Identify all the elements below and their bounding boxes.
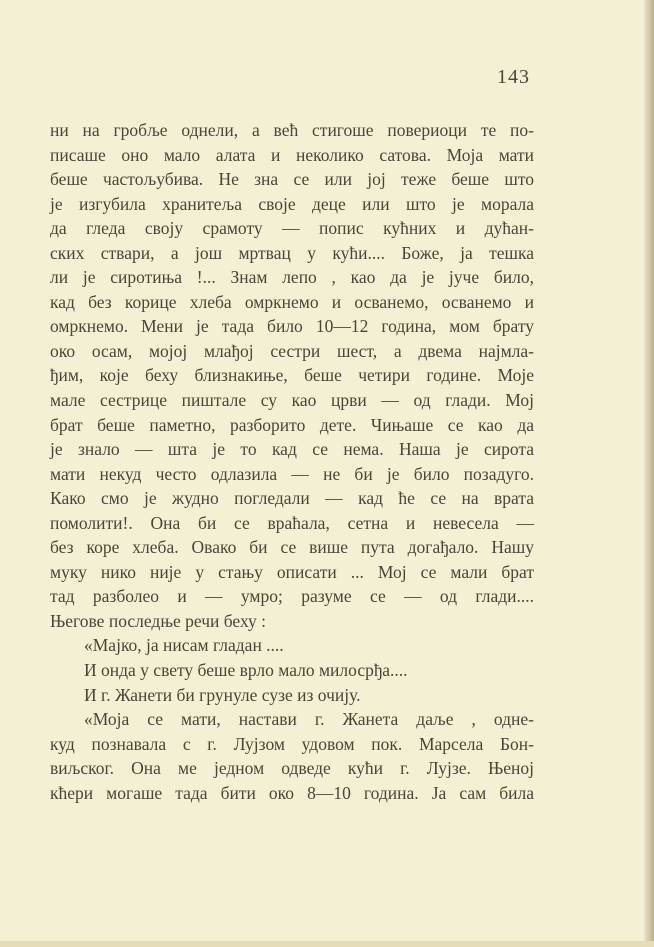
text-line: виљског. Она ме једном одведе кући г. Лујзе. Њеној [50, 758, 534, 779]
text-line: тад разболео и — умро; разуме се — од глади.... [50, 586, 534, 607]
text-line: ских ствари, а још мртвац у кући.... Боже, ја тешка [50, 242, 534, 263]
text-line: куд познавала с г. Лујзом удовом пок. Марсела Бон- [50, 733, 534, 754]
text-line: И г. Жанети би грунуле сузе из очију. [84, 684, 361, 705]
text-line: мати некуд често одлазила — не би је било позадуго. [50, 463, 534, 484]
text-line: без коре хлеба. Овако би се више пута догађало. Нашу [50, 537, 534, 558]
text-line: «Мајко, ја нисам гладан .... [84, 635, 284, 656]
text-line: око осам, мојој млађој сестри шест, а двема најмла- [50, 340, 534, 361]
text-line: је знало — шта је то кад се нема. Наша је сирота [50, 439, 534, 460]
text-line: писаше оно мало алата и неколико сатова. Моја мати [50, 144, 534, 165]
page-bottom-edge [0, 941, 654, 947]
text-line: да гледа своју срамоту — попис кућних и дућан- [50, 218, 534, 239]
text-line: ни на гробље однели, а већ стигоше повериоци те по- [50, 120, 534, 140]
text-line: је изгубила хранитеља своје деце или што је морала [50, 193, 534, 214]
page-edge [644, 0, 654, 947]
text-line: «Моја се мати, настави г. Жанета даље , одне- [84, 709, 534, 730]
text-line: брат беше паметно, разборито дете. Чињаше се као да [50, 414, 534, 435]
text-line: помолити!. Она би се враћала, сетна и невесела — [50, 512, 534, 533]
text-line: мале сестрице пиштале су као црви — од глади. Мој [50, 390, 534, 411]
text-line: муку нико није у стању описати ... Мој се мали брат [50, 561, 534, 582]
text-line: кћери могаше тада бити око 8—10 година. Ја сам била [50, 782, 534, 803]
body-text [50, 118, 534, 805]
text-line: беше частољубива. Не зна се или јој теже беше што [50, 169, 534, 190]
text-line: ли је сиротиња !... Знам лепо , као да је јуче било, [50, 267, 534, 288]
text-line: кад без корице хлеба омркнемо и осванемо, осванемо и [50, 291, 534, 312]
text-line: омркнемо. Мени је тада било 10—12 година, мом брату [50, 316, 534, 337]
text-line: Његове последње речи беху : [50, 610, 267, 631]
text-line: Како смо је жудно погледали — кад ће се на врата [50, 488, 534, 509]
page-number: 143 [497, 66, 530, 88]
text-line: ђим, које беху близнакиње, беше четири године. Моје [50, 365, 534, 386]
text-line: И онда у свету беше врло мало милосрђа.... [84, 660, 408, 681]
